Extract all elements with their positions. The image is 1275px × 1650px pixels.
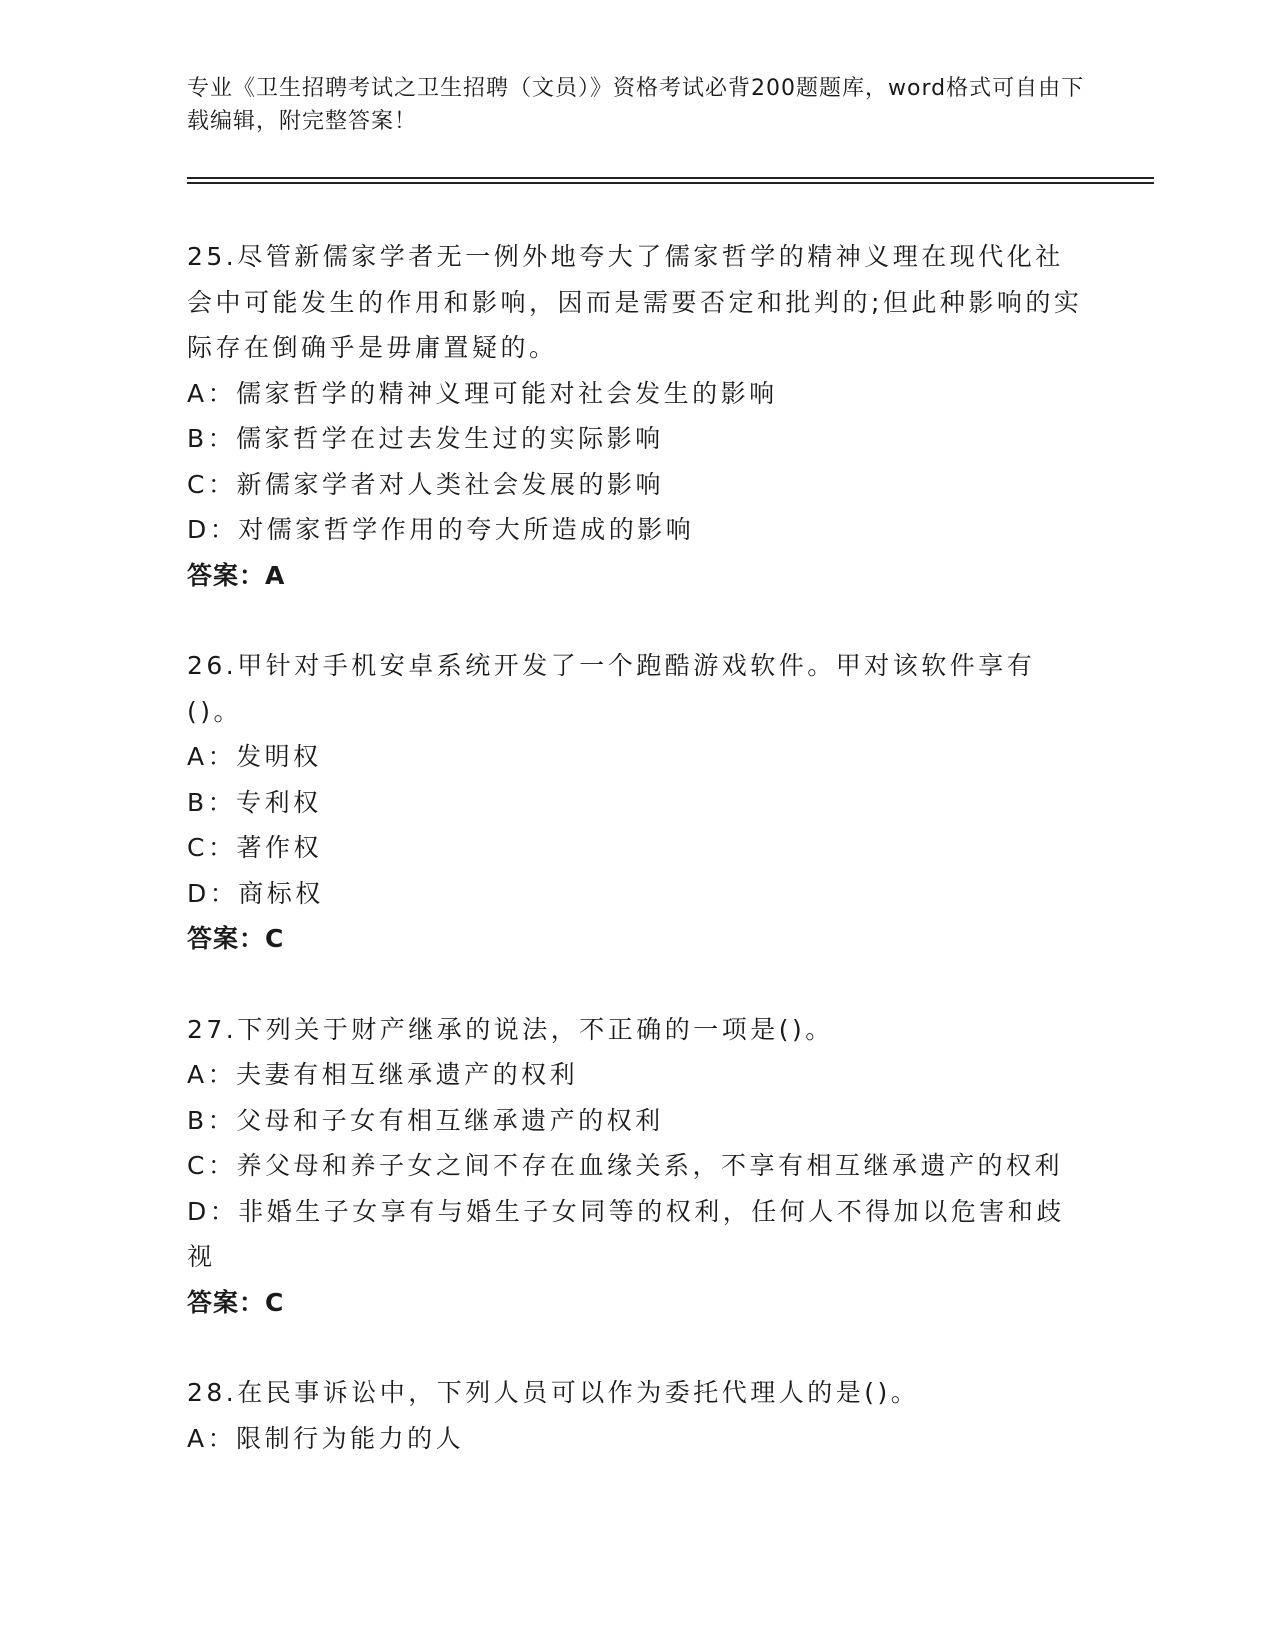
option-d: D：非婚生子女享有与婚生子女同等的权利，任何人不得加以危害和歧视 (187, 1196, 1065, 1271)
option-c: C：著作权 (187, 833, 322, 862)
question-26 (187, 643, 1087, 962)
option-c: C：养父母和养子女之间不存在血缘关系，不享有相互继承遗产的权利 (187, 1151, 1063, 1180)
answer-line: 答案：C (187, 1287, 285, 1317)
option-a: A：限制行为能力的人 (187, 1423, 465, 1453)
question-stem: 26.甲针对手机安卓系统开发了一个跑酷游戏软件。甲对该软件享有()。 (187, 651, 1036, 726)
question-27 (187, 1007, 1087, 1326)
header-divider-bottom (187, 182, 1154, 184)
question-list (187, 234, 1087, 1506)
question-28 (187, 1370, 1087, 1461)
answer-line: 答案：A (187, 560, 286, 590)
question-25 (187, 234, 1087, 598)
option-b: B：专利权 (187, 787, 322, 817)
option-a: A：夫妻有相互继承遗产的权利 (187, 1060, 579, 1089)
question-stem: 28.在民事诉讼中，下列人员可以作为委托代理人的是()。 (187, 1378, 920, 1407)
option-b: B：父母和子女有相互继承遗产的权利 (187, 1105, 664, 1135)
option-a: A：发明权 (187, 742, 322, 771)
option-b: B：儒家哲学在过去发生过的实际影响 (187, 424, 664, 453)
option-d: D：对儒家哲学作用的夸大所造成的影响 (187, 515, 695, 544)
question-stem: 25.尽管新儒家学者无一例外地夸大了儒家哲学的精神义理在现代化社会中可能发生的作用和影响，因而是需要否定和批判的;但此种影响的实际存在倒确乎是毋庸置疑的。 (187, 242, 1083, 362)
header-divider-top (187, 177, 1154, 179)
option-d: D：商标权 (187, 878, 324, 908)
question-stem: 27.下列关于财产继承的说法，不正确的一项是()。 (187, 1014, 834, 1044)
option-a: A：儒家哲学的精神义理可能对社会发生的影响 (187, 378, 778, 408)
option-c: C：新儒家学者对人类社会发展的影响 (187, 469, 664, 499)
answer-line: 答案：C (187, 924, 285, 953)
document-header: 专业《卫生招聘考试之卫生招聘（文员）》资格考试必背200题题库，word格式可自由下载编辑，附完整答案！ (187, 76, 1085, 134)
